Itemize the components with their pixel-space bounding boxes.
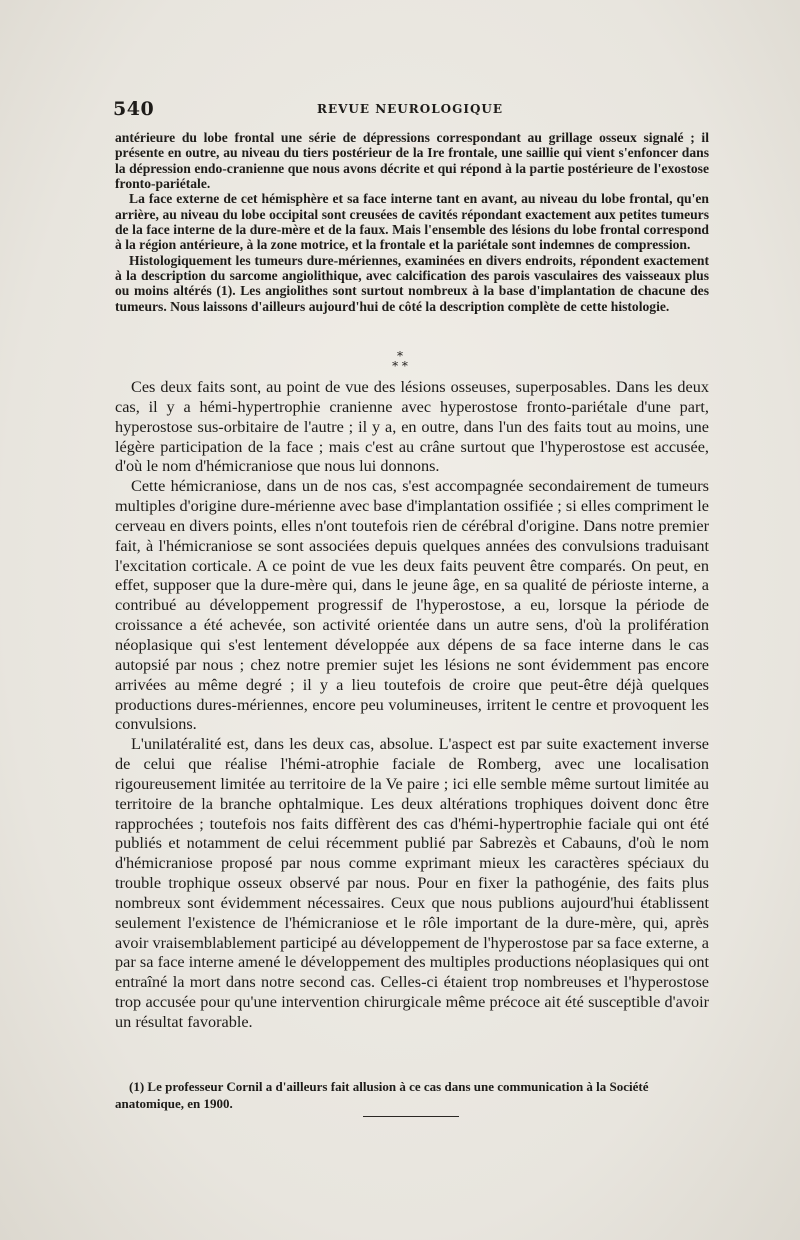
main-paragraph: Ces deux faits sont, au point de vue des lésions osseuses, superposables. Dans les deux cas, il y a hémi-hypertrophie cranienne avec hyperostose fronto-pariétale d'une part, hyperostose sus-orbitaire de l'autre ; il y a, en outre, dans l'un des faits tout au moins, une légère participation de la face ; mais c'est au crâne surtout que l'hyperostose est accusée, d'où le nom d'hémicraniose que nous lui donnons. xyxy=(115,378,709,476)
running-title: REVUE NEUROLOGIQUE xyxy=(316,102,504,116)
small-paragraph: La face externe de cet hémisphère et sa face interne tant en avant, au niveau du lobe frontal, qu'en arrière, au niveau du lobe occipital sont creusées de cavités répondant exactement aux petites tumeurs de la face interne de la dure-mère et de la faux. Mais l'ensemble des lésions du lobe frontal correspond à la région antérieure, à la zone motrice, et la frontale et la pariétale sont indemnes de compression. xyxy=(115,191,709,253)
small-paragraph: Histologiquement les tumeurs dure-mériennes, examinées en divers endroits, répondent exactement à la description du sarcome angiolithique, avec calcification des parois vasculaires des vaisseaux plus ou moins altérés (1). Les angiolithes sont surtout nombreux à la base d'implantation de chacune des tumeurs. Nous laissons d'ailleurs aujourd'hui de côté la description complète de cette histologie. xyxy=(115,252,709,314)
small-print-section xyxy=(115,130,709,314)
page-number: 540 xyxy=(113,98,155,120)
footnote-text: (1) Le professeur Cornil a d'ailleurs fait allusion à ce cas dans une communication à la Société anatomique, en 1900. xyxy=(115,1079,649,1111)
page-header xyxy=(113,98,707,120)
asterism-separator xyxy=(380,351,420,375)
main-paragraph: L'unilatéralité est, dans les deux cas, absolue. L'aspect est par suite exactement inverse de celui que réalise l'hémi-atrophie faciale de Romberg, avec une localisation rigoureusement limitée au territoire de la Ve paire ; ici elle semble même surtout limitée au territoire de la branche ophtalmique. Les deux altérations trophiques doivent donc être rapprochées ; toutefois nos faits diffèrent des cas d'hémi-hypertrophie faciale qui ont été publiés et notamment de celui récemment publié par Sabrezès et Cabauns, d'où le nom d'hémicraniose proposé par nous comme exprimant mieux les caractères spéciaux du trouble trophique osseux observé par nous. Pour en fixer la pathogénie, des faits plus nombreux sont évidemment nécessaires. Ceux que nous publions aujourd'hui établissent seulement l'existence de l'hémicraniose et le rôle important de la dure-mère, qui, après avoir vraisemblablement participé au développement de l'hyperostose par sa face externe, a par sa face interne amené le développement des multiples productions néoplasiques qui ont entraîné la mort dans notre second cas. Celles-ci étaient trop nombreuses et l'hyperostose trop accusée pour qu'une intervention chirurgicale même précoce ait été susceptible d'avoir un résultat favorable. xyxy=(115,735,709,1031)
asterism-bottom: * * xyxy=(392,359,408,373)
main-paragraph: Cette hémicraniose, dans un de nos cas, s'est accompagnée secondairement de tumeurs multiples d'origine dure-mérienne avec base d'implantation ossifiée ; si elles compriment le cerveau en divers points, elles n'ont toutefois rien de cérébral d'origine. Dans notre premier fait, à l'hémicraniose se sont associées depuis quelques années des convulsions traduisant l'excitation corticale. A ce point de vue les deux faits peuvent être comparés. On peut, en effet, supposer que la dure-mère qui, dans le jeune âge, en sa qualité de périoste interne, a contribué au développement progressif de l'hyperostose, a eu, lorsque la période de croissance a été achevée, son activité orientée dans un autre sens, d'où la prolifération néoplasique qui s'est lentement développée aux dépens de sa face interne dans le cas autopsié par nous ; chez notre premier sujet les lésions ne sont évidemment pas encore arrivées au même degré ; il y a lieu toutefois de croire que peut-être déjà quelques productions dures-mériennes, encore peu volumineuses, irritent le centre et provoquent les convulsions. xyxy=(115,477,709,734)
closing-rule xyxy=(363,1116,459,1117)
asterism-top: * xyxy=(397,349,403,363)
footnote xyxy=(115,1078,709,1112)
small-paragraph: antérieure du lobe frontal une série de dépressions correspondant au grillage osseux signalé ; il présente en outre, au niveau du tiers postérieur de la Ire frontale, une saillie qui vient s'enfoncer dans la dépression endo-cranienne que nous avons décrite et qui répond à la partie postérieure de l'exostose fronto-pariétale. xyxy=(115,130,709,192)
main-text-section xyxy=(115,378,709,1033)
